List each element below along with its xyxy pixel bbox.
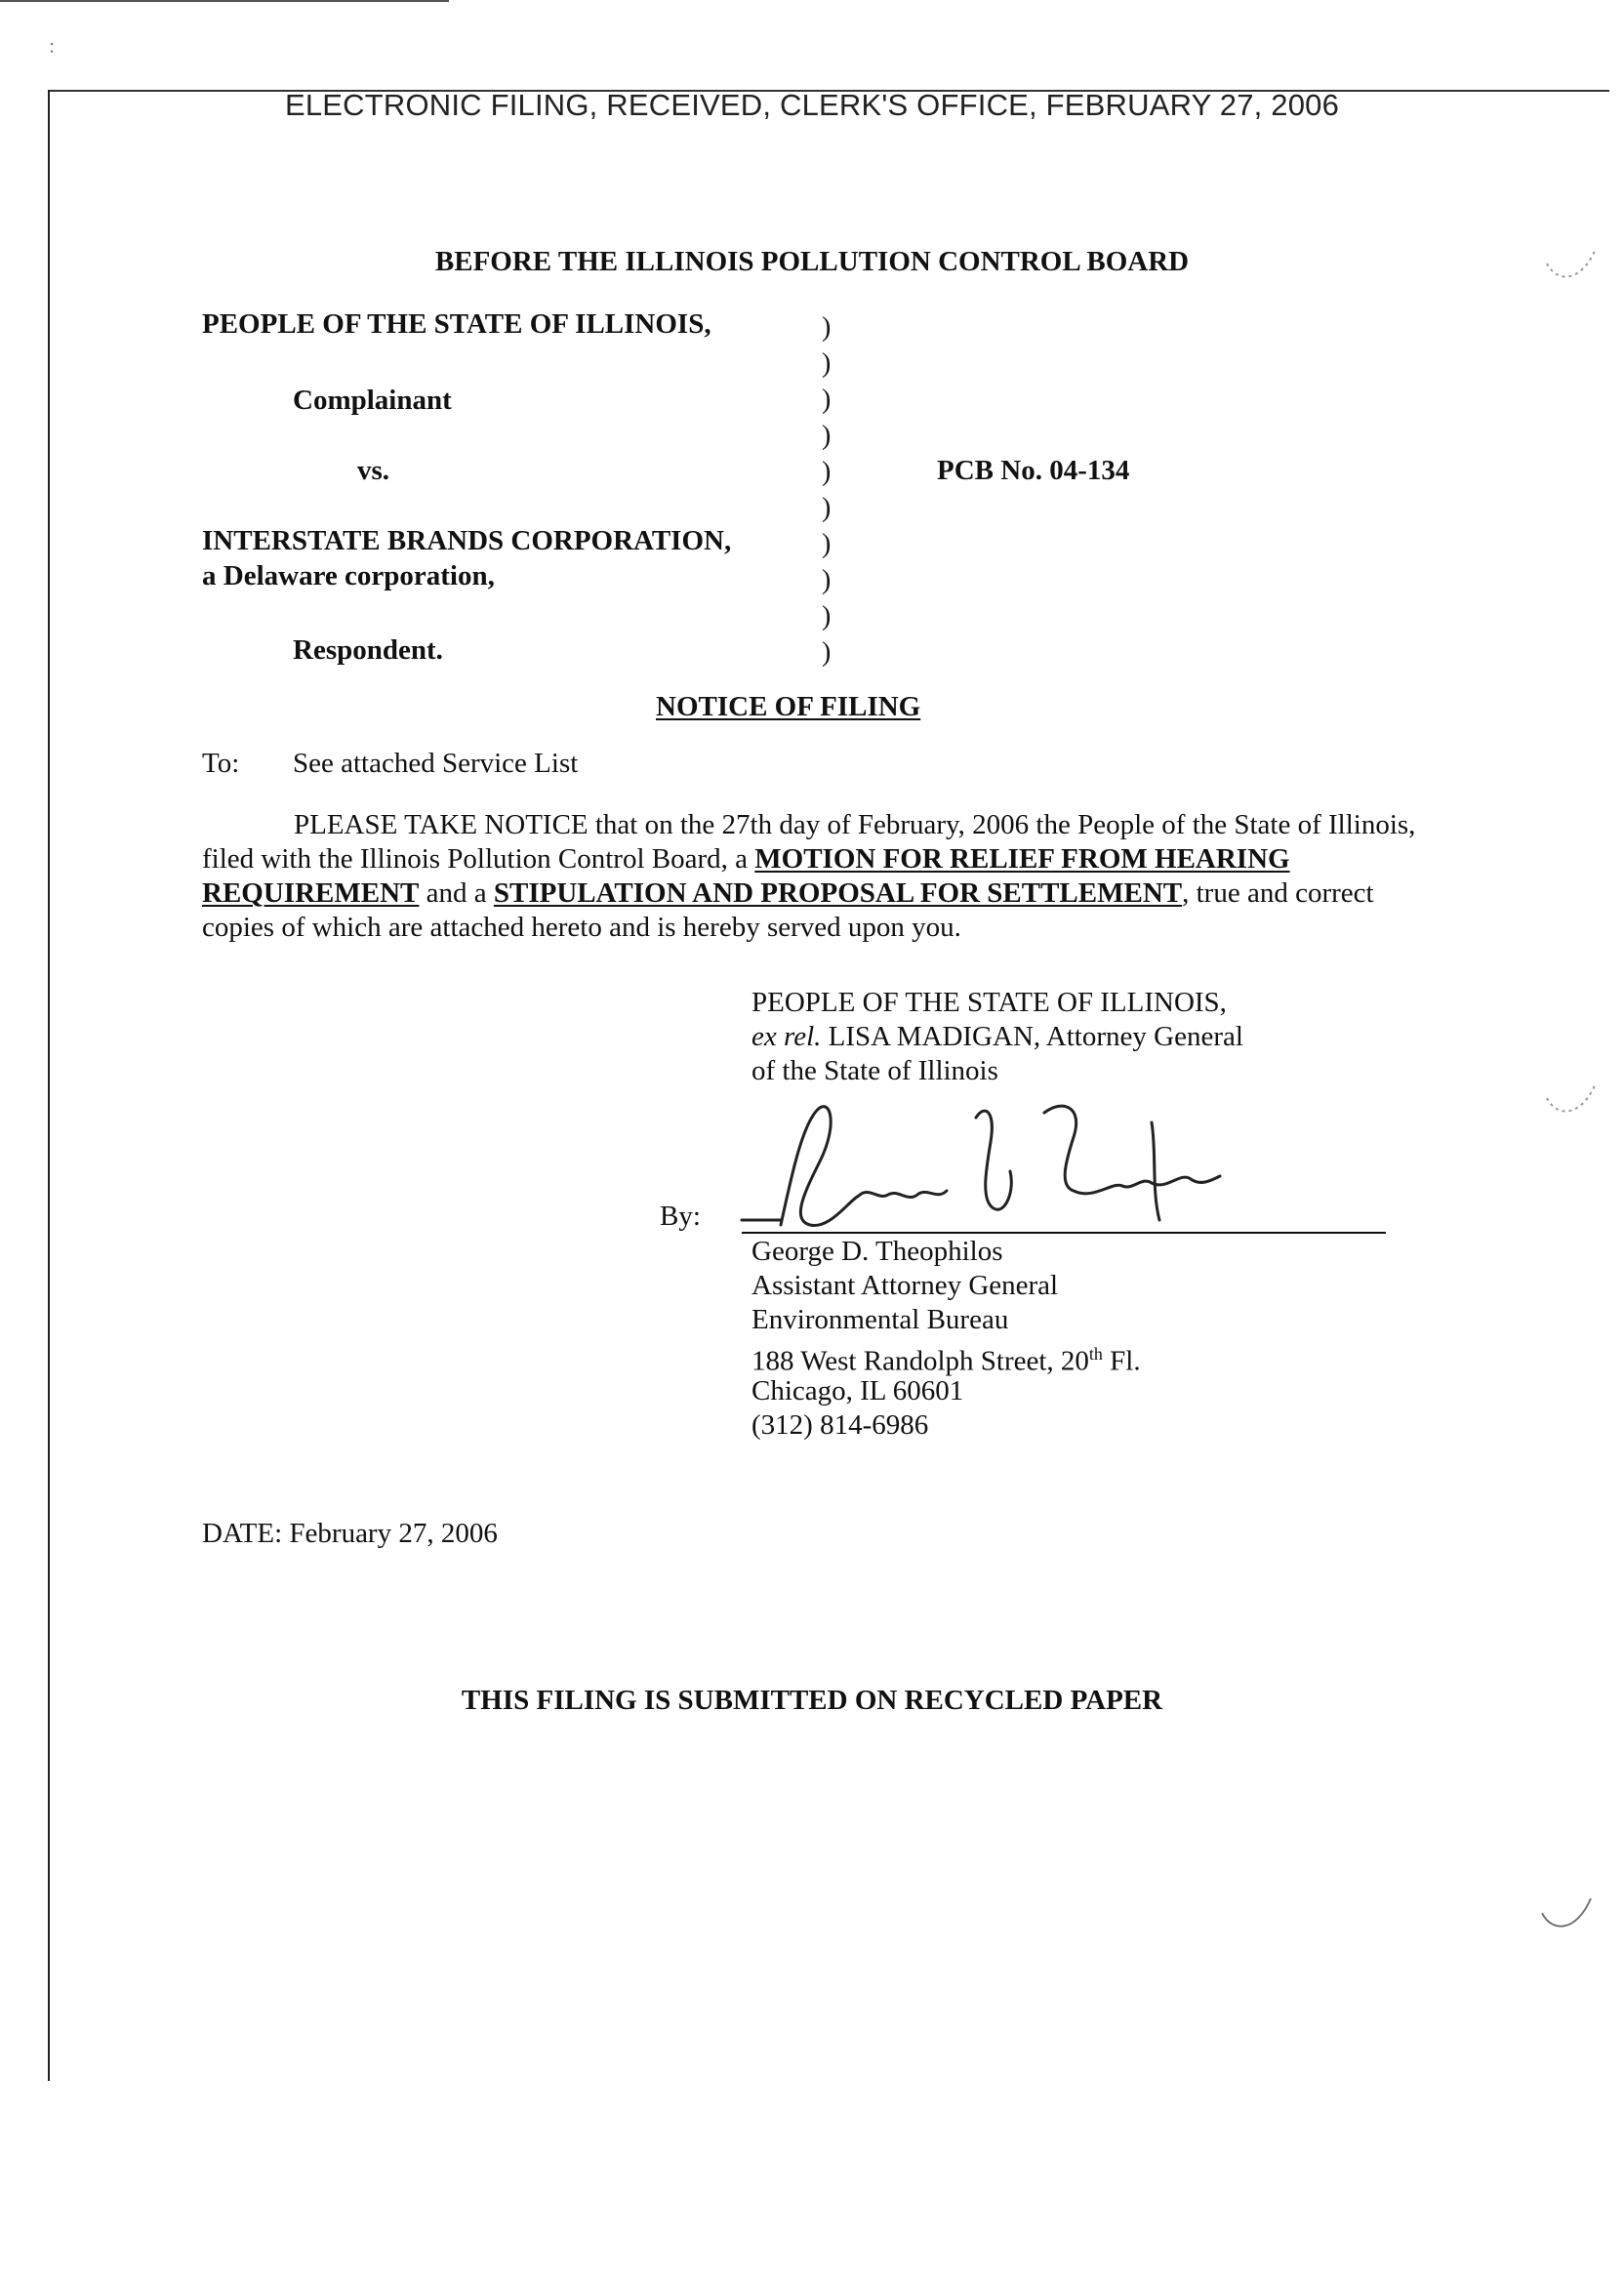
respondent-name: INTERSTATE BRANDS CORPORATION, [202, 525, 732, 556]
caption-paren: ) [822, 601, 832, 632]
signer-street [751, 1337, 1141, 1379]
recycled-paper-footer: THIS FILING IS SUBMITTED ON RECYCLED PAPER [461, 1685, 1163, 1716]
electronic-filing-banner: ELECTRONIC FILING, RECEIVED, CLERK'S OFFICE, FEBRUARY 27, 2006 [284, 88, 1340, 122]
street-superscript: th [1088, 1344, 1103, 1364]
signer-city: Chicago, IL 60601 [751, 1375, 964, 1406]
date-line: DATE: February 27, 2006 [202, 1518, 498, 1549]
signature-ex-rel [751, 1020, 1243, 1054]
complainant-name: PEOPLE OF THE STATE OF ILLINOIS, [202, 308, 711, 340]
notice-text-1: PLEASE TAKE NOTICE that on the 27th day of February, 2006 the People of the State of Illinois, filed with the Illinois Pollution Control Board, a [202, 809, 1416, 875]
court-heading: BEFORE THE ILLINOIS POLLUTION CONTROL BOARD [434, 246, 1190, 277]
notice-paragraph [202, 808, 1441, 945]
by-label: By: [660, 1201, 701, 1232]
punch-hole-mark [1542, 1079, 1601, 1127]
stipulation-title: STIPULATION AND PROPOSAL FOR SETTLEMENT [493, 877, 1183, 909]
respondent-role: Respondent. [293, 634, 443, 666]
versus-label: vs. [357, 455, 390, 486]
to-label: To: [202, 748, 240, 779]
caption-paren: ) [822, 385, 832, 415]
caption-paren: ) [822, 565, 832, 595]
signer-phone: (312) 814-6986 [751, 1409, 929, 1441]
signature-party: PEOPLE OF THE STATE OF ILLINOIS, [751, 987, 1227, 1018]
complainant-role: Complainant [293, 385, 452, 416]
ex-rel-rest: LISA MADIGAN, Attorney General [821, 1021, 1243, 1052]
signer-name: George D. Theophilos [751, 1236, 1003, 1267]
street-end: Fl. [1102, 1345, 1141, 1377]
motion-title: MOTION FOR RELIEF FROM HEARING REQUIREMENT [202, 843, 1290, 909]
notice-text-2: and a [419, 877, 494, 909]
ex-rel-label: ex rel. [751, 1021, 822, 1052]
notice-title: NOTICE OF FILING [656, 691, 921, 722]
signature-line [742, 1232, 1386, 1234]
case-number: PCB No. 04-134 [937, 455, 1130, 486]
left-border-rule [48, 90, 50, 2081]
respondent-description: a Delaware corporation, [202, 560, 495, 591]
caption-paren: ) [822, 421, 832, 451]
handwritten-signature [722, 1093, 1230, 1240]
caption-paren: ) [822, 493, 832, 523]
caption-paren: ) [822, 312, 832, 343]
caption-paren: ) [822, 529, 832, 559]
caption-paren: ) [822, 637, 832, 668]
punch-hole-mark [1537, 1894, 1596, 1942]
to-value: See attached Service List [293, 748, 579, 779]
notice-text-3: , true and correct copies of which are attached hereto and is hereby served upon you. [202, 877, 1374, 943]
punch-hole-mark [1542, 244, 1601, 293]
scan-mark-dots: : [49, 33, 56, 58]
street-text: 188 West Randolph Street, 20 [751, 1345, 1089, 1377]
scan-mark-top [0, 0, 449, 2]
caption-paren: ) [822, 348, 832, 379]
signer-bureau: Environmental Bureau [751, 1304, 1009, 1335]
signature-state: of the State of Illinois [751, 1055, 998, 1086]
caption-paren: ) [822, 457, 832, 487]
signer-title: Assistant Attorney General [751, 1270, 1059, 1301]
